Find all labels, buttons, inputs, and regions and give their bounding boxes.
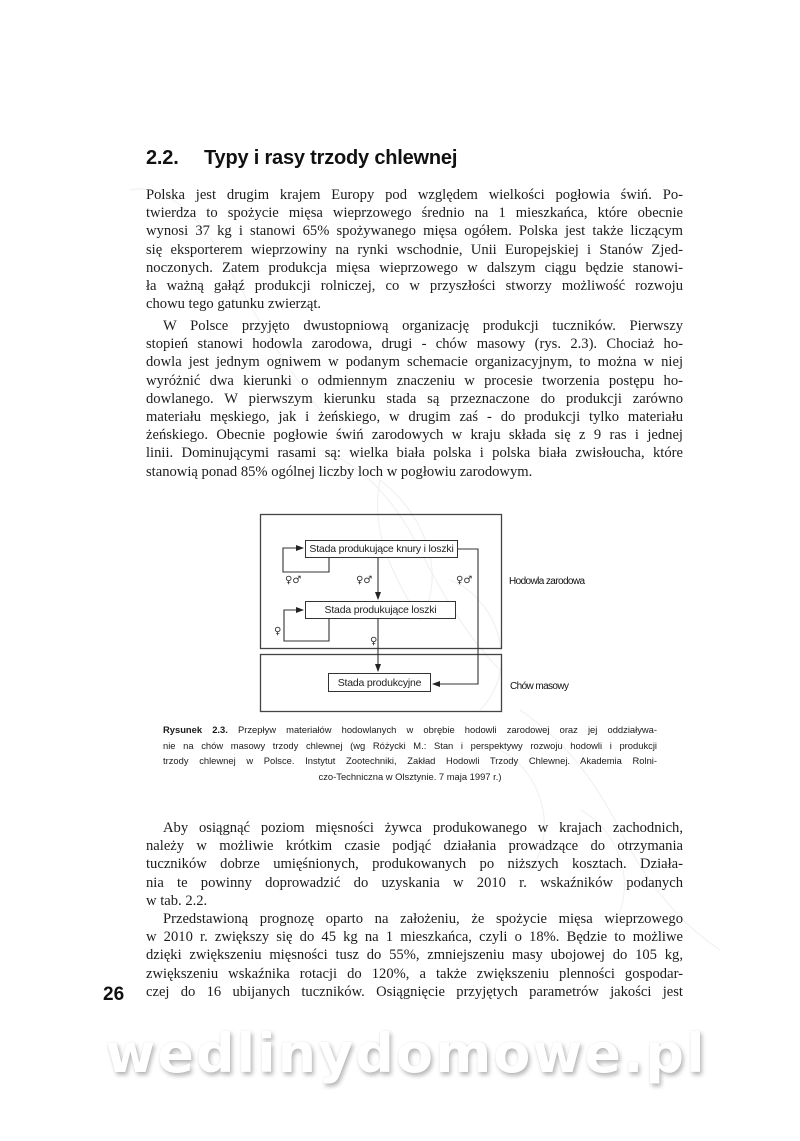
text-line: Polska jest drugim krajem Europy pod względem wielkości pogłowia świń. Po- — [146, 187, 683, 203]
text-line: się eksporterem wieprzowiny na rynki wschodnie, Unii Europejskiej i Stanów Zjed- — [146, 241, 683, 258]
female-male-symbol: ♀♂ — [285, 575, 302, 586]
text-line: Aby osiągnąć poziom mięsności żywca produkowanego w krajach zachodnich, — [163, 820, 683, 836]
text-line: wynosi 37 kg i stanowi 65% spożywanego mięsa ogółem. Polska jest także liczącym — [146, 223, 683, 240]
female-symbol: ♀ — [274, 626, 282, 637]
caption-label: Rysunek 2.3. — [163, 724, 228, 735]
text-line: w tab. 2.2. — [146, 892, 208, 909]
section-number: 2.2. — [146, 147, 179, 169]
box-label: Stada produkujące knury i loszki — [309, 543, 454, 555]
text-line: dzięki zwiększeniu mięsności tusz do 55%, zmniejszeniu masy ubojowej do 105 kg, — [146, 947, 683, 964]
paragraph-2 — [146, 317, 683, 481]
box-label: Stada produkujące loszki — [324, 604, 437, 616]
text-line: twierdza to spożycie mięsa wieprzowego średnio na 1 mieszkańca, które obecnie — [146, 205, 683, 222]
text-line: Przedstawioną prognozę oparto na założeniu, że spożycie mięsa wieprzowego — [163, 911, 683, 927]
box-production-herds — [328, 673, 431, 692]
text-line: w 2010 r. zwiększy się do 45 kg na 1 mieszkańca, czyli o 18%. Będzie to możliwe — [146, 929, 683, 946]
text-line: linii. Dominującymi rasami są: wielka biała polska i polska biała zwisłoucha, które — [146, 445, 683, 462]
text-line: stanowią ponad 85% ogólnej liczby loch w pogłowiu zarodowym. — [146, 463, 533, 480]
caption-text: czo-Techniczna w Olsztynie. 7 maja 1997 r.) — [318, 770, 502, 782]
site-watermark: wedlinydomowe.pl — [105, 1022, 707, 1085]
box-boar-and-gilt-herds — [305, 540, 458, 558]
text-line: dowla jest jednym ogniwem w podanym schemacie organizacyjnym, to można w niej — [146, 354, 683, 371]
text-line: czej do 16 ubijanych tuczników. Osiągnięcie przyjętych parametrów jakości jest — [146, 983, 683, 1000]
text-line: należy w możliwie krótkim czasie podjąć działania prowadzące do otrzymania — [146, 838, 683, 855]
text-line: stopień stanowi hodowla zarodowa, drugi - chów masowy (rys. 2.3). Chociaż ho- — [146, 336, 683, 353]
text-line: noczonych. Zatem produkcja mięsa wieprzowego w dalszym ciągu będzie stanowi- — [146, 259, 683, 276]
text-line: materiału męskiego, jak i żeńskiego, w drugim zaś - do produkcji tylko materiału — [146, 409, 683, 426]
box-gilt-herds — [305, 601, 456, 619]
paragraph-1 — [146, 186, 683, 313]
caption-text: Przepływ materiałów hodowlanych w obrębie hodowli zarodowej oraz jej oddziaływa- — [227, 724, 657, 735]
label-breeding-farming: Hodowla zarodowa — [509, 576, 585, 587]
paragraph-4 — [146, 910, 683, 1001]
paragraph-3 — [146, 819, 683, 910]
section-heading — [146, 147, 457, 170]
caption-text: nie na chów masowy trzody chlewnej (wg Różycki M.: Stan i perspektywy rozwoju hodowli i produkcji — [163, 739, 657, 751]
page-number: 26 — [103, 984, 125, 1005]
text-line: chowu tego gatunku zwierząt. — [146, 296, 322, 313]
text-line: ła ważną gałąź produkcji rolniczej, co w przyszłości stworzy możliwość rozwoju — [146, 278, 683, 295]
text-line: wyróżnić dwa kierunki o odmiennym znaczeniu w procesie tworzenia postępu ho- — [146, 372, 683, 389]
text-line: zwiększeniu wskaźnika rotacji do 120%, a także zwiększeniu plenności gospodar- — [146, 965, 683, 982]
text-line: nia te powinny doprowadzić do uzyskania w 2010 r. wskaźników podanych — [146, 874, 683, 891]
section-title: Typy i rasy trzody chlewnej — [204, 147, 458, 169]
text-line: dowlanego. W pierwszym kierunku stada są przeznaczone do produkcji zarówno — [146, 390, 683, 407]
figure-caption — [163, 722, 657, 784]
female-male-symbol: ♀♂ — [356, 575, 373, 586]
text-line: W Polsce przyjęto dwustopniową organizację produkcji tuczników. Pierwszy — [163, 318, 683, 334]
box-label: Stada produkcyjne — [337, 676, 422, 689]
female-symbol: ♀ — [370, 636, 378, 647]
caption-text: trzody chlewnej w Polsce. Instytut Zootechniki, Zakład Hodowli Trzody Chlewnej. Akademia Rolni- — [163, 755, 657, 766]
text-line: żeńskiego. Obecnie pogłowie świń zarodowych w kraju składa się z 9 ras i jednej — [146, 427, 683, 444]
text-line: tuczników dobrze umięśnionych, produkowanych po niższych kosztach. Działa- — [146, 856, 683, 873]
female-male-symbol: ♀♂ — [456, 575, 473, 586]
label-mass-rearing: Chów masowy — [510, 681, 569, 692]
